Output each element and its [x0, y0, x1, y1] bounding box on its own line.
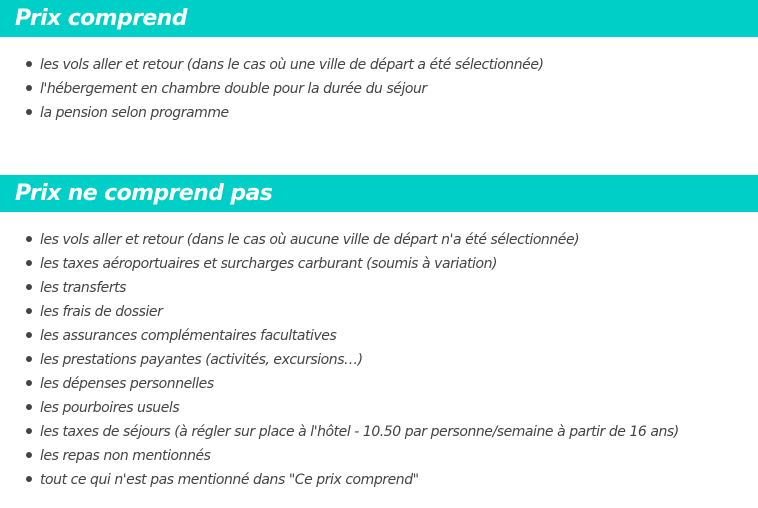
included-list — [26, 53, 544, 125]
list-item: tout ce qui n'est pas mentionné dans "Ce prix comprend" — [26, 468, 679, 492]
section-header-not-included: Prix ne comprend pas — [0, 175, 758, 212]
bullet-icon — [26, 308, 32, 314]
section-header-included: Prix comprend — [0, 0, 758, 37]
bullet-icon — [26, 236, 32, 242]
list-item: la pension selon programme — [26, 101, 544, 125]
bullet-icon — [26, 380, 32, 386]
list-item: les taxes aéroportuaires et surcharges carburant (soumis à variation) — [26, 252, 679, 276]
bullet-icon — [26, 61, 32, 67]
bullet-icon — [26, 85, 32, 91]
list-item: les vols aller et retour (dans le cas où une ville de départ a été sélectionnée) — [26, 53, 544, 77]
bullet-icon — [26, 428, 32, 434]
list-item: les dépenses personnelles — [26, 372, 679, 396]
list-item: les vols aller et retour (dans le cas où aucune ville de départ n'a été sélectionnée) — [26, 228, 679, 252]
list-item: les repas non mentionnés — [26, 444, 679, 468]
not-included-list — [26, 228, 679, 492]
bullet-icon — [26, 356, 32, 362]
list-item: les pourboires usuels — [26, 396, 679, 420]
list-item: les taxes de séjours (à régler sur place à l'hôtel - 10.50 par personne/semaine à partir de 16 ans) — [26, 420, 679, 444]
list-item: les prestations payantes (activités, excursions…) — [26, 348, 679, 372]
bullet-icon — [26, 109, 32, 115]
bullet-icon — [26, 476, 32, 482]
bullet-icon — [26, 332, 32, 338]
bullet-icon — [26, 260, 32, 266]
list-item: les frais de dossier — [26, 300, 679, 324]
list-item: les assurances complémentaires facultatives — [26, 324, 679, 348]
bullet-icon — [26, 452, 32, 458]
bullet-icon — [26, 404, 32, 410]
bullet-icon — [26, 284, 32, 290]
list-item: les transferts — [26, 276, 679, 300]
list-item: l'hébergement en chambre double pour la durée du séjour — [26, 77, 544, 101]
